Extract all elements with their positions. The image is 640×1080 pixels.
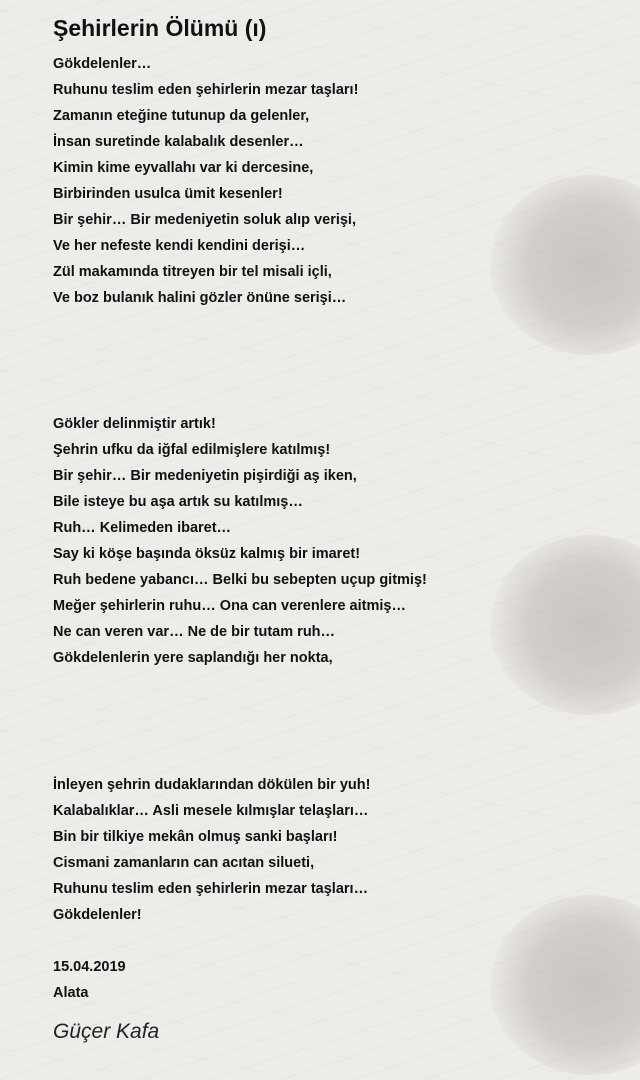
poem-line: Meğer şehirlerin ruhu… Ona can verenlere aitmiş… <box>53 598 406 614</box>
poem-line: Bir şehir… Bir medeniyetin soluk alıp verişi, <box>53 212 356 228</box>
poem-title: Şehirlerin Ölümü (ı) <box>53 15 267 41</box>
poem-line: Bin bir tilkiye mekân olmuş sanki başları! <box>53 829 338 845</box>
poem-line: Gökdelenler! <box>53 907 142 923</box>
poem-line: Birbirinden usulca ümit kesenler! <box>53 186 283 202</box>
poem-line: Şehrin ufku da iğfal edilmişlere katılmış! <box>53 442 331 458</box>
poem-line: Gökler delinmiştir artık! <box>53 416 216 432</box>
poem-line: İnsan suretinde kalabalık desenler… <box>53 134 304 150</box>
poem-line: Gökdelenlerin yere saplandığı her nokta, <box>53 650 333 666</box>
poem-place: Alata <box>53 985 89 1001</box>
poem-line: Ruh… Kelimeden ibaret… <box>53 520 232 536</box>
poem-line: Bile isteye bu aşa artık su katılmış… <box>53 494 303 510</box>
author-name[interactable]: Güçer Kafa <box>53 1020 160 1043</box>
poem-line: Ve boz bulanık halini gözler önüne serişi… <box>53 290 347 306</box>
poem-line: Zamanın eteğine tutunup da gelenler, <box>53 108 310 124</box>
poem-line: Ve her nefeste kendi kendini derişi… <box>53 238 306 254</box>
poem-line: Ruhunu teslim eden şehirlerin mezar taşları… <box>53 881 369 897</box>
poem-meta <box>53 954 126 1006</box>
poem-line: Cismani zamanların can acıtan silueti, <box>53 855 315 871</box>
poem-line: Kimin kime eyvallahı var ki dercesine, <box>53 160 314 176</box>
poem-date: 15.04.2019 <box>53 959 126 975</box>
poem-line: Ruh bedene yabancı… Belki bu sebepten uçup gitmiş! <box>53 572 427 588</box>
poem-line: Bir şehir… Bir medeniyetin pişirdiği aş iken, <box>53 468 357 484</box>
stanza-1 <box>53 51 358 311</box>
poem-line: Gökdelenler… <box>53 56 152 72</box>
stanza-2 <box>53 411 427 671</box>
poem-line: Ne can veren var… Ne de bir tutam ruh… <box>53 624 336 640</box>
poem-line: Kalabalıklar… Asli mesele kılmışlar telaşları… <box>53 803 369 819</box>
poem-line: Zül makamında titreyen bir tel misali içli, <box>53 264 332 280</box>
poem-line: Say ki köşe başında öksüz kalmış bir imaret! <box>53 546 361 562</box>
poem-line: İnleyen şehrin dudaklarından dökülen bir yuh! <box>53 777 371 793</box>
stanza-3 <box>53 772 370 928</box>
poem-line: Ruhunu teslim eden şehirlerin mezar taşları! <box>53 82 359 98</box>
